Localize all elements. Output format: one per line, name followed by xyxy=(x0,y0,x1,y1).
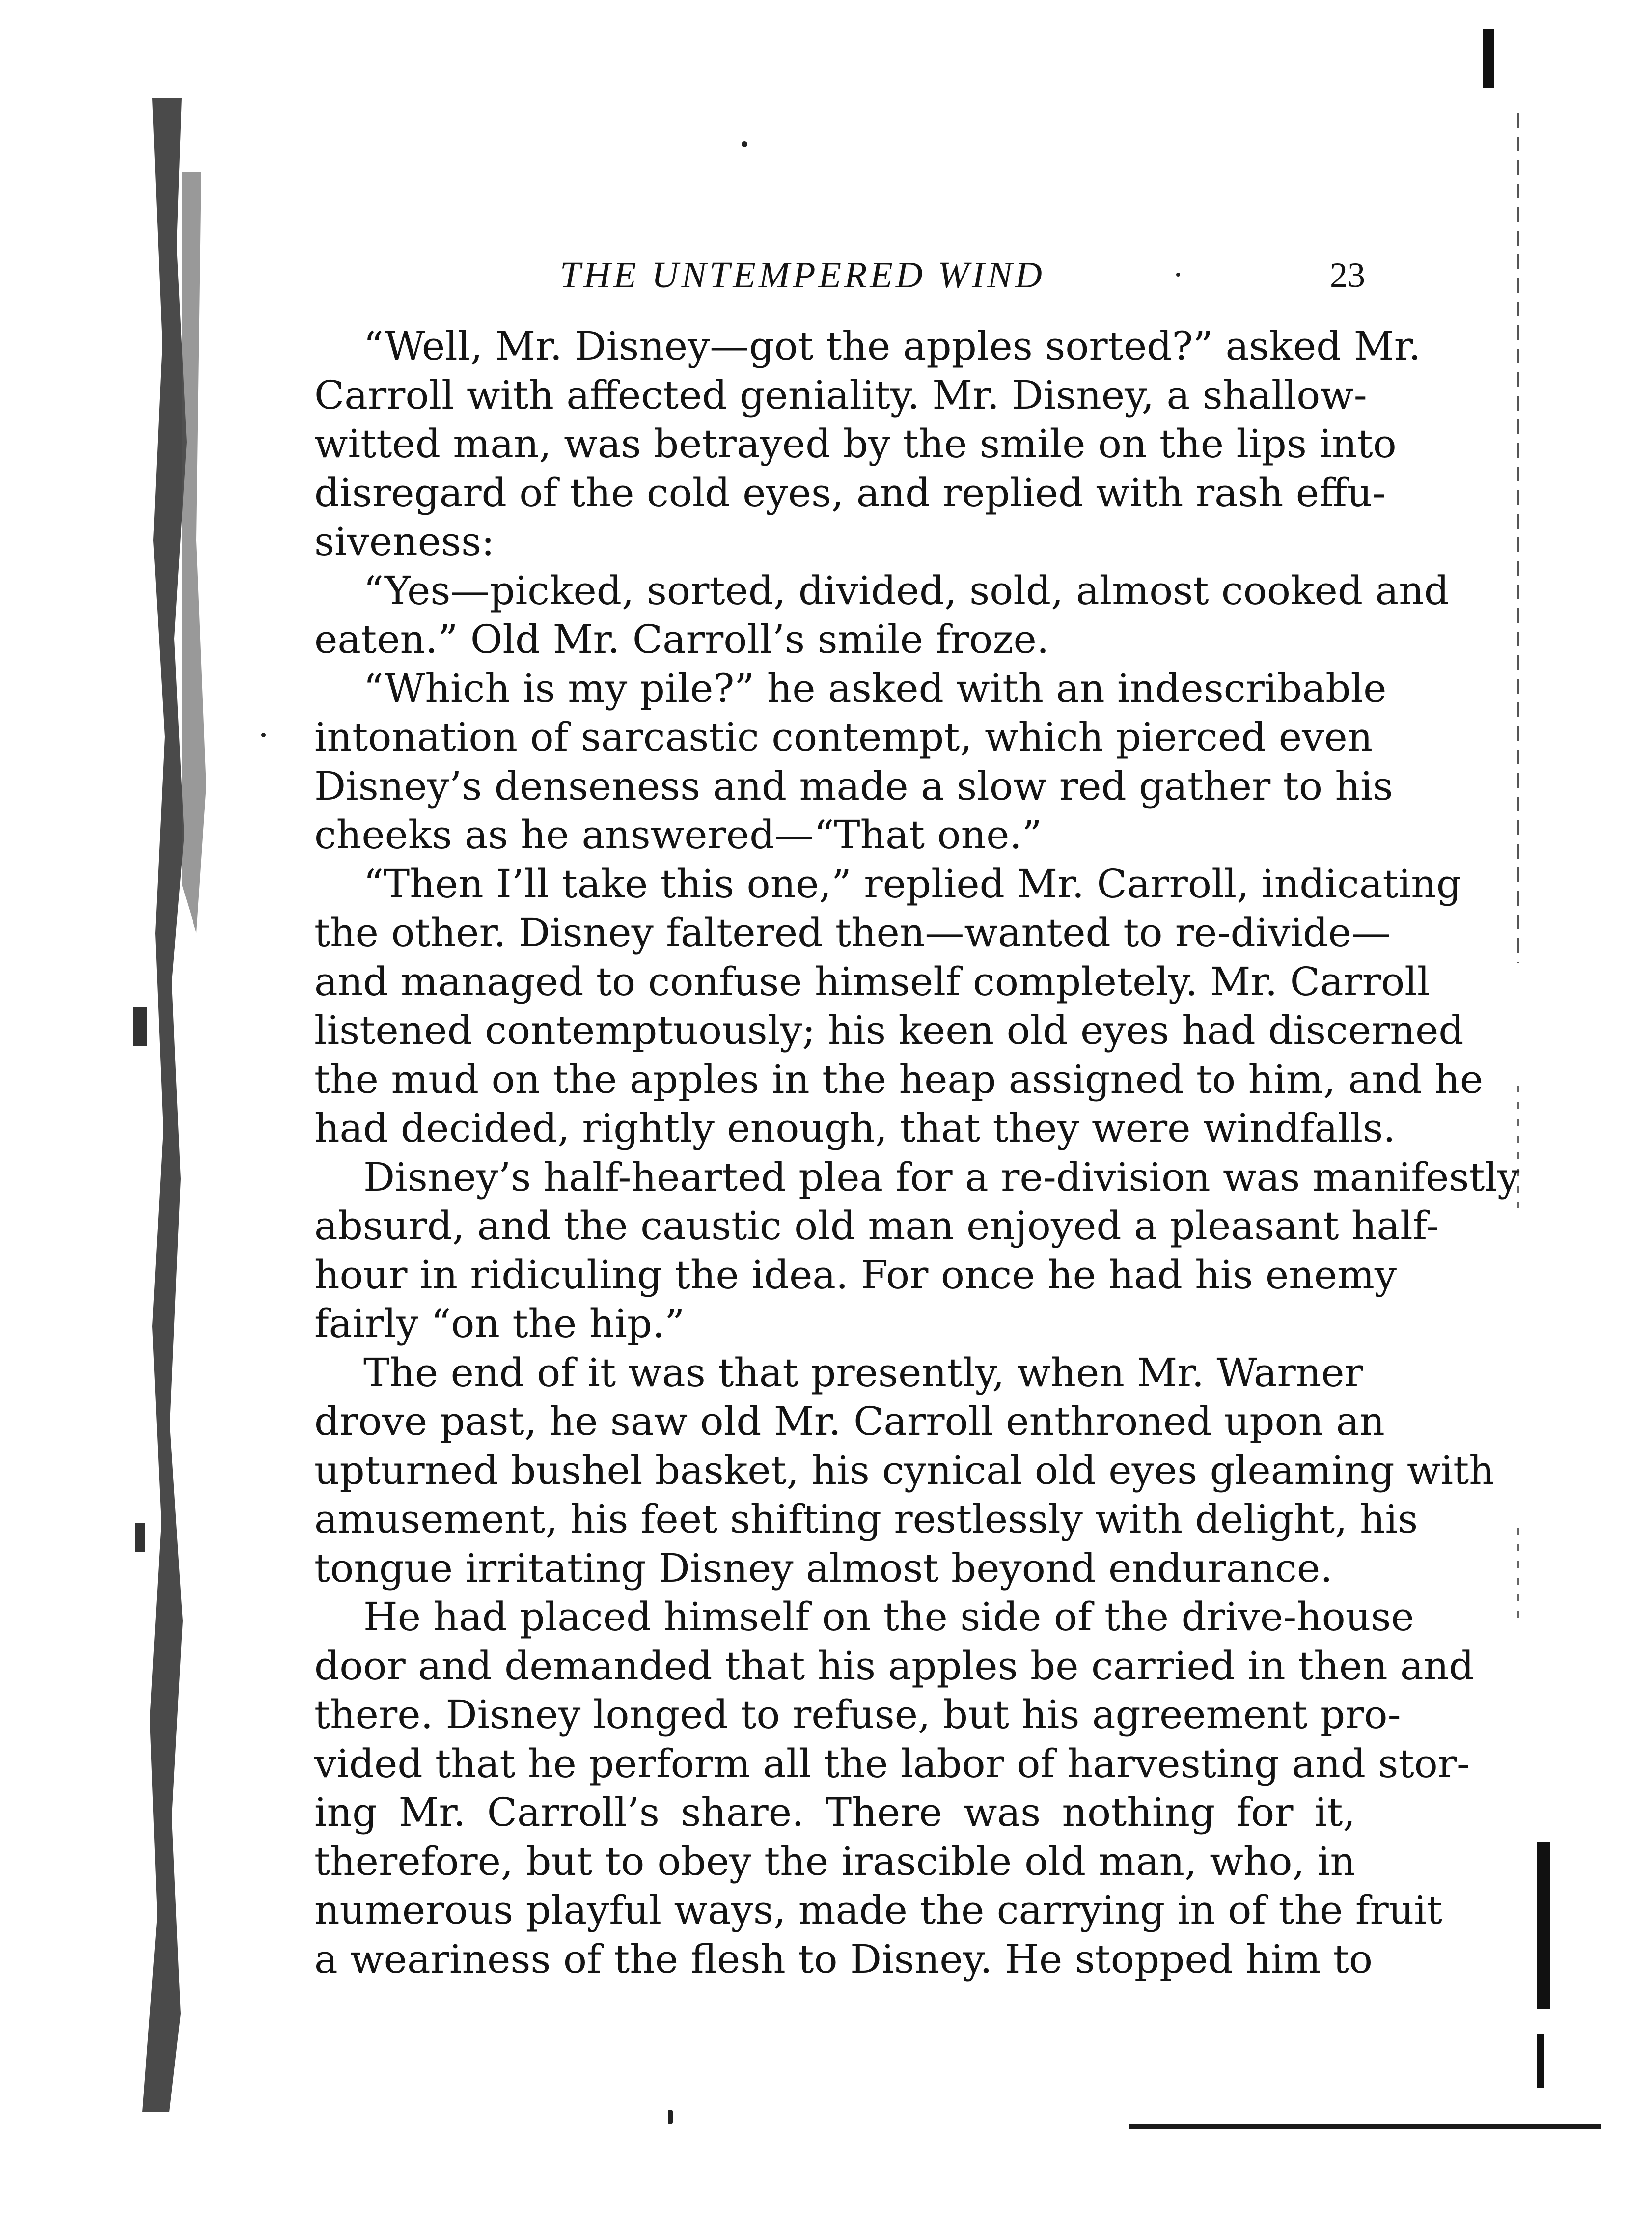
running-title: THE UNTEMPERED WIND xyxy=(560,254,1045,296)
text-line: siveness: xyxy=(314,519,495,564)
text-line: eaten.” Old Mr. Carroll’s smile froze. xyxy=(314,616,1049,662)
text-line: disregard of the cold eyes, and replied with rash effu- xyxy=(314,470,1386,516)
text-line: The end of it was that presently, when Mr. Warner xyxy=(363,1349,1363,1396)
text-line: He had placed himself on the side of the drive-house xyxy=(363,1594,1414,1640)
paragraph xyxy=(314,1592,1474,1983)
text-line: “Then I’ll take this one,” replied Mr. Carroll, indicating xyxy=(363,861,1461,907)
body-text xyxy=(314,322,1520,1983)
text-line: had decided, rightly enough, that they were windfalls. xyxy=(314,1105,1396,1151)
text-line: a weariness of the flesh to Disney. He stopped him to xyxy=(314,1936,1373,1982)
running-head xyxy=(560,248,1365,302)
text-line: the other. Disney faltered then—wanted to re-divide— xyxy=(314,910,1391,955)
text-line: door and demanded that his apples be carried in then and xyxy=(314,1643,1474,1689)
text-line: amusement, his feet shifting restlessly with delight, his xyxy=(314,1496,1418,1542)
paragraph xyxy=(314,664,1393,860)
text-line: witted man, was betrayed by the smile on the lips into xyxy=(314,421,1397,467)
text-line: drove past, he saw old Mr. Carroll enthroned upon an xyxy=(314,1398,1385,1444)
text-line: the mud on the apples in the heap assigned to him, and he xyxy=(314,1056,1484,1102)
text-line: hour in ridiculing the idea. For once he had his enemy xyxy=(314,1252,1397,1298)
text-line: and managed to confuse himself completely. Mr. Carroll xyxy=(314,958,1430,1005)
paragraph xyxy=(314,566,1449,664)
text-line: numerous playful ways, made the carrying in of the fruit xyxy=(314,1887,1442,1933)
text-line: intonation of sarcastic contempt, which pierced even xyxy=(314,714,1373,760)
binding-shadow xyxy=(123,98,216,2112)
text-line: ing Mr. Carroll’s share. There was nothing for it, xyxy=(314,1789,1355,1835)
text-line: fairly “on the hip.” xyxy=(314,1301,685,1346)
ink-speck xyxy=(668,2110,673,2124)
text-line: vided that he perform all the labor of harvesting and stor- xyxy=(314,1740,1470,1787)
paragraph xyxy=(314,1348,1494,1593)
text-line: Disney’s half-hearted plea for a re-division was manifestly xyxy=(363,1154,1520,1200)
text-line: Carroll with affected geniality. Mr. Disney, a shallow- xyxy=(314,372,1367,418)
text-line: “Well, Mr. Disney—got the apples sorted?” asked Mr. xyxy=(363,323,1421,369)
ink-speck xyxy=(742,141,747,147)
paragraph xyxy=(314,860,1484,1153)
text-line: “Which is my pile?” he asked with an indescribable xyxy=(363,665,1387,711)
text-line: “Yes—picked, sorted, divided, sold, almost cooked and xyxy=(363,567,1449,614)
text-line: absurd, and the caustic old man enjoyed a pleasant half- xyxy=(314,1203,1439,1249)
text-line: cheeks as he answered—“That one.” xyxy=(314,812,1042,858)
paragraph xyxy=(314,322,1421,566)
text-line: tongue irritating Disney almost beyond endurance. xyxy=(314,1545,1333,1591)
bottom-rule-artifact xyxy=(1129,2124,1601,2129)
text-line: listened contemptuously; his keen old eyes had discerned xyxy=(314,1007,1464,1053)
paragraph xyxy=(314,1153,1520,1348)
ink-speck xyxy=(261,733,266,737)
text-line: Disney’s denseness and made a slow red gather to his xyxy=(314,763,1393,809)
text-line: upturned bushel basket, his cynical old eyes gleaming with xyxy=(314,1447,1494,1493)
page-number: 23 xyxy=(1330,255,1365,295)
text-line: there. Disney longed to refuse, but his agreement pro- xyxy=(314,1692,1401,1737)
text-line: therefore, but to obey the irascible old man, who, in xyxy=(314,1838,1355,1884)
